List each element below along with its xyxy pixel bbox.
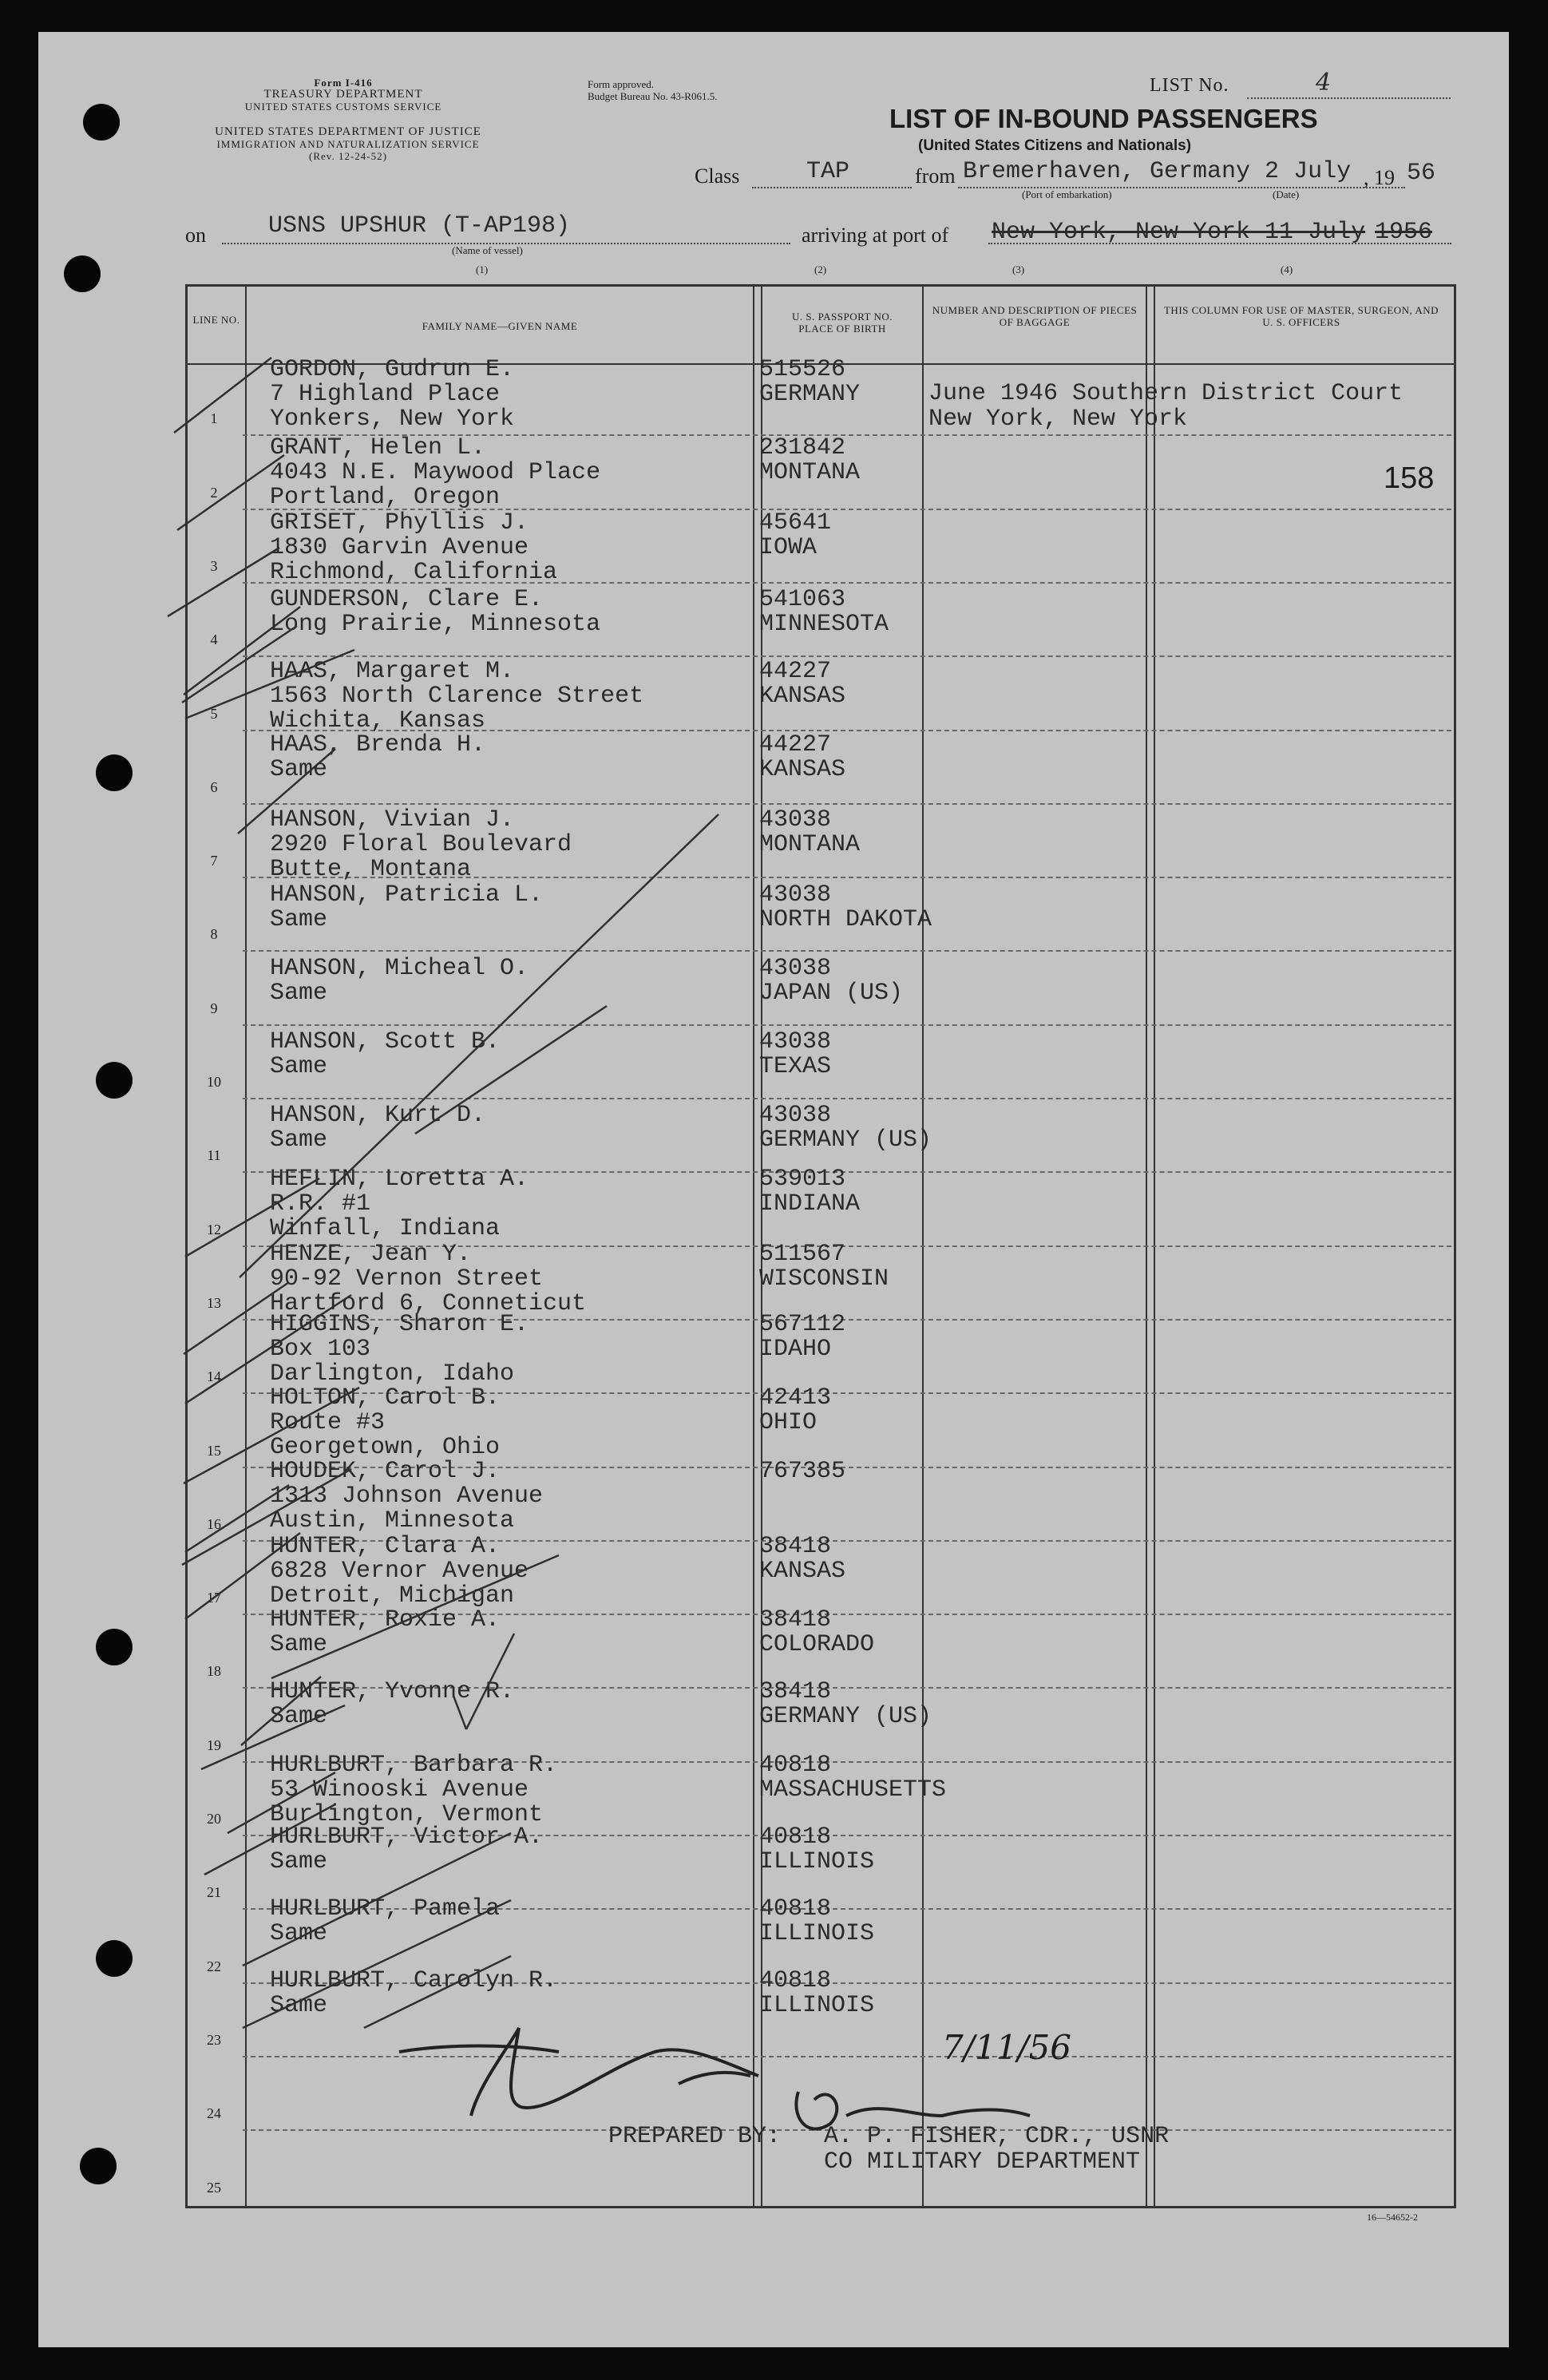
line-number: 2 bbox=[210, 484, 218, 501]
passenger-name-address bbox=[270, 358, 514, 432]
treasury-dept: TREASURY DEPARTMENT bbox=[263, 88, 423, 101]
place-of-birth: GERMANY bbox=[759, 381, 861, 408]
passenger-name-address bbox=[270, 1608, 500, 1657]
passenger-name: HUNTER, Roxie A. bbox=[270, 1606, 501, 1634]
header-name: FAMILY NAME—GIVEN NAME bbox=[422, 320, 578, 332]
passport-and-birth bbox=[759, 883, 932, 933]
row-divider bbox=[243, 2056, 1451, 2057]
col-num-3: (3) bbox=[1012, 263, 1025, 275]
passport-and-birth bbox=[759, 1825, 874, 1875]
passport-number: 539013 bbox=[759, 1166, 846, 1193]
passenger-address-line: R.R. #1 bbox=[270, 1190, 371, 1218]
place-of-birth: MONTANA bbox=[759, 831, 861, 858]
place-of-birth: NORTH DAKOTA bbox=[759, 906, 932, 933]
punch-hole bbox=[83, 104, 120, 141]
place-of-birth: GERMANY (US) bbox=[759, 1703, 932, 1730]
form-subtitle: (United States Citizens and Nationals) bbox=[918, 137, 1192, 154]
prepared-by-title: CO MILITARY DEPARTMENT bbox=[824, 2148, 1141, 2176]
passenger-name-address bbox=[270, 1386, 500, 1460]
list-no-line bbox=[1247, 97, 1451, 99]
passenger-address-line: Richmond, California bbox=[270, 559, 558, 586]
line-number: 19 bbox=[207, 1736, 221, 1753]
passenger-name: HANSON, Patricia L. bbox=[270, 881, 544, 909]
passenger-address-line: Same bbox=[270, 1992, 328, 2019]
line-number: 15 bbox=[207, 1442, 221, 1459]
passenger-address-line: 6828 Vernor Avenue bbox=[270, 1558, 529, 1585]
ins-service: IMMIGRATION AND NATURALIZATION SERVICE bbox=[216, 138, 480, 150]
passport-and-birth bbox=[759, 1969, 874, 2018]
passenger-address-line: 53 Winooski Avenue bbox=[270, 1776, 529, 1804]
place-of-birth: IOWA bbox=[759, 534, 818, 561]
passenger-name: HANSON, Vivian J. bbox=[270, 806, 515, 834]
row-divider bbox=[243, 950, 1451, 952]
passport-number: 43038 bbox=[759, 1102, 832, 1129]
col-num-4: (4) bbox=[1281, 263, 1293, 275]
punch-hole bbox=[80, 2148, 117, 2184]
form-revision: (Rev. 12-24-52) bbox=[309, 150, 387, 162]
passenger-name: HUNTER, Yvonne R. bbox=[270, 1678, 515, 1705]
year-prefix: , 19 bbox=[1364, 166, 1395, 189]
passenger-name-address bbox=[270, 733, 485, 782]
passenger-name-address bbox=[270, 1167, 529, 1241]
passenger-name: GRISET, Phyllis J. bbox=[270, 509, 529, 537]
place-of-birth: INDIANA bbox=[759, 1190, 861, 1218]
passport-number: 40818 bbox=[759, 1824, 832, 1851]
passenger-address-line: Burlington, Vermont bbox=[270, 1801, 544, 1828]
line-number: 3 bbox=[210, 557, 218, 574]
passenger-name-address bbox=[270, 511, 557, 585]
passport-number: 43038 bbox=[759, 806, 832, 834]
class-value: TAP bbox=[806, 158, 850, 185]
passport-number: 40818 bbox=[759, 1752, 832, 1779]
passport-and-birth bbox=[759, 1608, 874, 1657]
place-of-birth: MONTANA bbox=[759, 459, 861, 486]
passenger-name-address bbox=[270, 956, 529, 1006]
approval-block bbox=[588, 78, 717, 102]
passport-number: 42413 bbox=[759, 1384, 832, 1412]
passenger-address-line: Box 103 bbox=[270, 1336, 371, 1363]
baggage-note-line2: New York, New York bbox=[928, 406, 1188, 433]
passenger-address-line: Butte, Montana bbox=[270, 856, 472, 883]
passport-and-birth bbox=[759, 1313, 845, 1362]
passport-number: 44227 bbox=[759, 731, 832, 758]
passport-and-birth bbox=[759, 659, 845, 709]
passport-number: 44227 bbox=[759, 658, 832, 685]
from-value: Bremerhaven, Germany 2 July bbox=[963, 158, 1352, 185]
passenger-address-line: 7 Highland Place bbox=[270, 381, 501, 408]
handwritten-date: 7/11/56 bbox=[942, 2028, 1071, 2067]
class-line bbox=[752, 187, 912, 188]
passport-number: 567112 bbox=[759, 1311, 846, 1338]
passport-number: 38418 bbox=[759, 1678, 832, 1705]
passport-number: 43038 bbox=[759, 881, 832, 909]
passenger-name-address bbox=[270, 1103, 485, 1153]
place-of-birth: ILLINOIS bbox=[759, 1992, 875, 2019]
line-number: 21 bbox=[207, 1884, 221, 1901]
punch-hole bbox=[96, 1629, 133, 1665]
passenger-name: HANSON, Scott B. bbox=[270, 1028, 501, 1055]
passenger-name: GUNDERSON, Clare E. bbox=[270, 586, 544, 613]
col-num-1: (1) bbox=[476, 263, 489, 275]
passenger-name: HURLBURT, Carolyn R. bbox=[270, 1967, 558, 1994]
passenger-name: HENZE, Jean Y. bbox=[270, 1241, 472, 1268]
header-baggage: NUMBER AND DESCRIPTION OF PIECES OF BAGGAGE bbox=[932, 304, 1138, 328]
form-agency-block bbox=[168, 77, 519, 113]
passport-and-birth bbox=[759, 808, 860, 857]
passenger-name-address bbox=[270, 1459, 543, 1534]
place-of-birth: KANSAS bbox=[759, 1558, 846, 1585]
line-number: 16 bbox=[207, 1515, 221, 1532]
passenger-name: HOLTON, Carol B. bbox=[270, 1384, 501, 1412]
line-number: 8 bbox=[210, 926, 218, 943]
passenger-name-address bbox=[270, 1897, 500, 1946]
list-no-label: LIST No. bbox=[1150, 75, 1229, 96]
passport-and-birth bbox=[759, 588, 889, 637]
place-of-birth: MINNESOTA bbox=[759, 611, 889, 638]
arrival-value: New York, New York 11 July bbox=[992, 219, 1366, 246]
passport-and-birth bbox=[759, 1030, 831, 1079]
row-divider bbox=[243, 655, 1451, 657]
passport-and-birth bbox=[759, 1680, 932, 1729]
row-divider bbox=[243, 1024, 1451, 1026]
passenger-address-line: Same bbox=[270, 1848, 328, 1875]
passport-and-birth bbox=[759, 1753, 946, 1803]
vessel-name: USNS UPSHUR (T-AP198) bbox=[268, 212, 571, 240]
passport-and-birth bbox=[759, 1103, 932, 1153]
passenger-address-line: 4043 N.E. Maywood Place bbox=[270, 459, 601, 486]
list-no-value: 4 bbox=[1316, 69, 1332, 97]
justice-block bbox=[156, 126, 540, 162]
port-caption: (Port of embarkation) bbox=[1022, 188, 1112, 200]
passenger-address-line: Wichita, Kansas bbox=[270, 707, 486, 735]
passenger-name: HAAS, Brenda H. bbox=[270, 731, 486, 758]
punch-hole bbox=[96, 754, 133, 791]
passenger-name-address bbox=[270, 659, 643, 734]
passenger-address-line: Same bbox=[270, 1703, 328, 1730]
passenger-name: HANSON, Kurt D. bbox=[270, 1102, 486, 1129]
passenger-address-line: Hartford 6, Conneticut bbox=[270, 1290, 587, 1317]
passenger-address-line: Same bbox=[270, 980, 328, 1007]
place-of-birth: WISCONSIN bbox=[759, 1265, 889, 1293]
passenger-address-line: 1313 Johnson Avenue bbox=[270, 1483, 544, 1510]
passenger-name-address bbox=[270, 883, 543, 933]
passenger-name: HEFLIN, Loretta A. bbox=[270, 1166, 529, 1193]
passenger-address-line: Yonkers, New York bbox=[270, 406, 515, 433]
place-of-birth: ILLINOIS bbox=[759, 1848, 875, 1875]
place-of-birth: KANSAS bbox=[759, 756, 846, 783]
footer-code: 16—54652-2 bbox=[1367, 2212, 1418, 2223]
passenger-address-line: Same bbox=[270, 1631, 328, 1658]
passport-and-birth bbox=[759, 1459, 845, 1484]
passport-number: 43038 bbox=[759, 955, 832, 982]
passport-number: 45641 bbox=[759, 509, 832, 537]
line-number: 4 bbox=[210, 632, 218, 648]
customs-service: UNITED STATES CUSTOMS SERVICE bbox=[244, 101, 442, 113]
passenger-name-address bbox=[270, 1313, 529, 1387]
place-of-birth: GERMANY (US) bbox=[759, 1127, 932, 1154]
passenger-name-address bbox=[270, 1535, 529, 1609]
passport-number: 767385 bbox=[759, 1458, 846, 1485]
passport-and-birth bbox=[759, 733, 845, 782]
passenger-address-line: 90-92 Vernon Street bbox=[270, 1265, 544, 1293]
passenger-address-line: Same bbox=[270, 1920, 328, 1947]
passenger-address-line: Route #3 bbox=[270, 1409, 386, 1436]
passport-number: 231842 bbox=[759, 434, 846, 461]
passenger-address-line: Portland, Oregon bbox=[270, 484, 501, 511]
prepared-by-label: PREPARED BY: bbox=[608, 2123, 782, 2150]
vessel-caption: (Name of vessel) bbox=[452, 244, 523, 256]
passport-and-birth bbox=[759, 511, 831, 560]
passport-and-birth bbox=[759, 436, 860, 485]
punch-hole bbox=[96, 1940, 133, 1977]
place-of-birth: KANSAS bbox=[759, 683, 846, 710]
place-of-birth: MASSACHUSETTS bbox=[759, 1776, 947, 1804]
officer-note: 158 bbox=[1384, 461, 1435, 495]
passenger-name: GORDON, Gudrun E. bbox=[270, 356, 515, 383]
line-number: 7 bbox=[210, 853, 218, 869]
line-number: 1 bbox=[210, 410, 218, 427]
passport-number: 40818 bbox=[759, 1895, 832, 1923]
passport-and-birth bbox=[759, 1897, 874, 1946]
line-number: 10 bbox=[207, 1074, 221, 1090]
passenger-name: GRANT, Helen L. bbox=[270, 434, 486, 461]
passport-number: 511567 bbox=[759, 1241, 846, 1268]
passenger-name: HOUDEK, Carol J. bbox=[270, 1458, 501, 1485]
punch-hole bbox=[96, 1062, 133, 1099]
form-approved: Form approved. bbox=[588, 78, 655, 90]
passenger-name: HANSON, Micheal O. bbox=[270, 955, 529, 982]
line-number: 13 bbox=[207, 1294, 221, 1311]
passport-number: 40818 bbox=[759, 1967, 832, 1994]
passenger-name: HURLBURT, Victor A. bbox=[270, 1824, 544, 1851]
passenger-name-address bbox=[270, 1969, 557, 2018]
passenger-name-address bbox=[270, 1825, 543, 1875]
passenger-name-address bbox=[270, 588, 600, 637]
line-number: 24 bbox=[207, 2105, 221, 2122]
row-divider bbox=[243, 1098, 1451, 1099]
passenger-name: HIGGINS, Sharon E. bbox=[270, 1311, 529, 1338]
line-number: 22 bbox=[207, 1958, 221, 1974]
place-of-birth: JAPAN (US) bbox=[759, 980, 904, 1007]
passenger-address-line: Same bbox=[270, 1127, 328, 1154]
place-of-birth: COLORADO bbox=[759, 1631, 875, 1658]
passport-and-birth bbox=[759, 358, 860, 407]
passenger-address-line: Same bbox=[270, 1053, 328, 1080]
from-label: from bbox=[915, 164, 956, 188]
class-label: Class bbox=[695, 164, 740, 188]
passenger-name-address bbox=[270, 1242, 586, 1317]
passport-and-birth bbox=[759, 1386, 831, 1436]
line-number: 25 bbox=[207, 2179, 221, 2196]
place-of-birth: IDAHO bbox=[759, 1336, 832, 1363]
passport-and-birth bbox=[759, 1167, 860, 1217]
header-officers: THIS COLUMN FOR USE OF MASTER, SURGEON, AND U. S. OFFICERS bbox=[1163, 304, 1439, 328]
line-number: 18 bbox=[207, 1663, 221, 1680]
passenger-name: HAAS, Margaret M. bbox=[270, 658, 515, 685]
passenger-name: HURLBURT, Barbara R. bbox=[270, 1752, 558, 1779]
col-num-2: (2) bbox=[814, 263, 827, 275]
form-number: Form I-416 bbox=[314, 77, 373, 89]
passenger-address-line: 1830 Garvin Avenue bbox=[270, 534, 529, 561]
passenger-name-address bbox=[270, 1680, 514, 1729]
place-of-birth: ILLINOIS bbox=[759, 1920, 875, 1947]
year-value: 56 bbox=[1407, 160, 1436, 187]
passenger-address-line: Georgetown, Ohio bbox=[270, 1434, 501, 1461]
passport-number: 38418 bbox=[759, 1606, 832, 1634]
arriving-label: arriving at port of bbox=[802, 224, 949, 247]
passenger-address-line: Long Prairie, Minnesota bbox=[270, 611, 601, 638]
line-number: 23 bbox=[207, 2031, 221, 2048]
passport-number: 515526 bbox=[759, 356, 846, 383]
form-title: LIST OF IN-BOUND PASSENGERS bbox=[889, 104, 1318, 133]
passenger-address-line: 2920 Floral Boulevard bbox=[270, 831, 572, 858]
passenger-name-address bbox=[270, 436, 600, 510]
passport-number: 38418 bbox=[759, 1533, 832, 1560]
passenger-name-address bbox=[270, 808, 572, 882]
line-number: 6 bbox=[210, 778, 218, 795]
line-number: 14 bbox=[207, 1368, 221, 1385]
budget-bureau: Budget Bureau No. 43-R061.5. bbox=[588, 90, 718, 102]
passenger-address-line: Same bbox=[270, 756, 328, 783]
passenger-address-line: Detroit, Michigan bbox=[270, 1582, 515, 1610]
justice-dept: UNITED STATES DEPARTMENT OF JUSTICE bbox=[215, 125, 481, 138]
passenger-name-address bbox=[270, 1753, 557, 1828]
passenger-address-line: Winfall, Indiana bbox=[270, 1215, 501, 1242]
punch-hole bbox=[64, 255, 101, 292]
arrival-year: 1956 bbox=[1375, 219, 1433, 246]
date-caption: (Date) bbox=[1273, 188, 1300, 200]
passenger-address-line: Same bbox=[270, 906, 328, 933]
header-passport: U. S. PASSPORT NO. PLACE OF BIRTH bbox=[792, 311, 893, 335]
line-number: 20 bbox=[207, 1811, 221, 1827]
baggage-note-line1: June 1946 Southern District Court bbox=[928, 380, 1403, 407]
line-number: 17 bbox=[207, 1590, 221, 1606]
prepared-by-name: A. P. FISHER, CDR., USNR bbox=[824, 2123, 1170, 2150]
passenger-address-line: Darlington, Idaho bbox=[270, 1360, 515, 1388]
passenger-name: HURLBURT, Pamela bbox=[270, 1895, 501, 1923]
passport-and-birth bbox=[759, 1535, 845, 1584]
passenger-name: HUNTER, Clara A. bbox=[270, 1533, 501, 1560]
place-of-birth: OHIO bbox=[759, 1409, 818, 1436]
passport-and-birth bbox=[759, 1242, 889, 1292]
line-number: 5 bbox=[210, 705, 218, 722]
passport-number: 541063 bbox=[759, 586, 846, 613]
passport-and-birth bbox=[759, 956, 903, 1006]
line-number: 9 bbox=[210, 1000, 218, 1016]
place-of-birth: TEXAS bbox=[759, 1053, 832, 1080]
line-number: 12 bbox=[207, 1221, 221, 1238]
passenger-name-address bbox=[270, 1030, 500, 1079]
passenger-address-line: 1563 North Clarence Street bbox=[270, 683, 644, 710]
on-label: on bbox=[185, 224, 206, 247]
passenger-address-line: Austin, Minnesota bbox=[270, 1507, 515, 1535]
passport-number: 43038 bbox=[759, 1028, 832, 1055]
line-number: 11 bbox=[207, 1147, 221, 1164]
header-line-no: LINE NO. bbox=[192, 314, 240, 326]
row-divider bbox=[243, 803, 1451, 805]
